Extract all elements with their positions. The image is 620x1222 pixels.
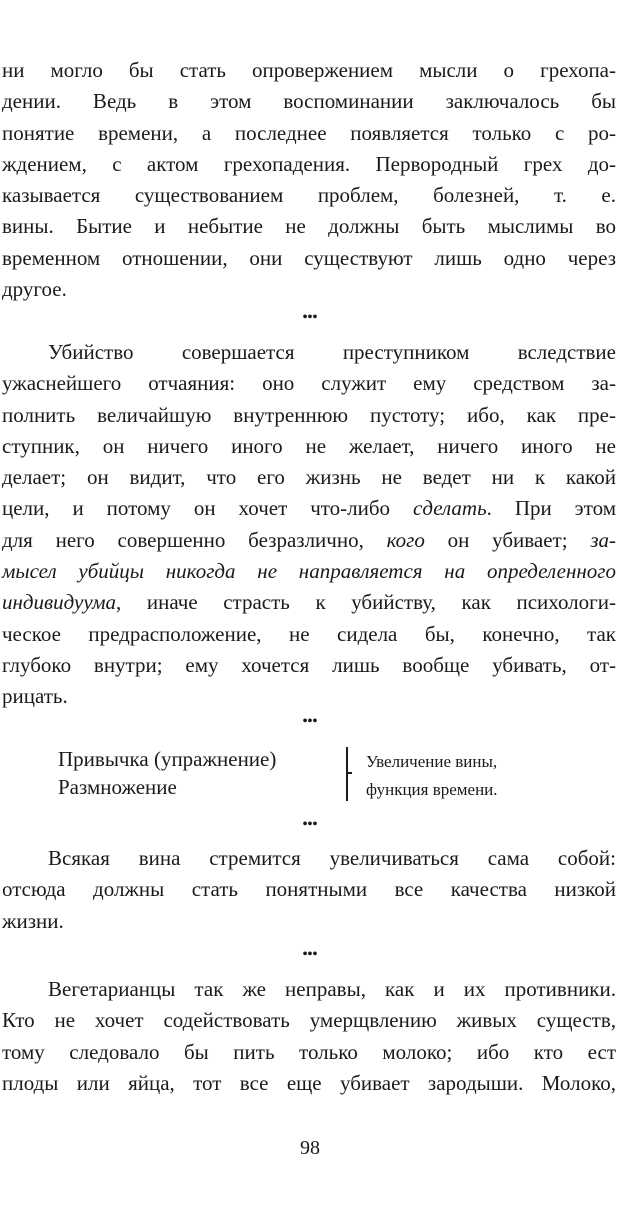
- text-line: плоды или яйца, тот все еще убивает зародыши. Молоко,: [2, 1070, 616, 1095]
- paragraph-4: [2, 974, 616, 1099]
- text-line: Вегетарианцы так же неправы, как и их противники.: [48, 977, 616, 1001]
- text-line: Убийство совершается преступником вследствие: [48, 340, 616, 364]
- text-line: глубоко внутри; ему хочется лишь вообще убивать, от-: [2, 652, 616, 677]
- text-line: другое.: [2, 277, 67, 302]
- italic-text: кого: [386, 527, 425, 552]
- text-line: тому следовало бы пить только молоко; ибо кто ест: [2, 1039, 616, 1064]
- brace-icon: [340, 747, 348, 801]
- scheme-left: [58, 745, 276, 801]
- text-run: для него совершенно безразлично,: [2, 527, 387, 552]
- text-line: полнить величайшую внутреннюю пустоту; ибо, как пре-: [2, 402, 616, 427]
- text-line: понятие времени, а последнее появляется только с ро-: [2, 120, 616, 145]
- text-line: жизни.: [2, 908, 64, 933]
- text-line: вины. Бытие и небытие не должны быть мыслимы во: [2, 214, 616, 239]
- scheme-right-item: Увеличение вины,: [366, 752, 498, 771]
- italic-text: индивидуума: [2, 590, 117, 615]
- text-line: дении. Ведь в этом воспоминании заключалось бы: [2, 89, 616, 114]
- text-line: [2, 493, 616, 524]
- italic-text: мысел убийцы никогда не направляется на определенного: [2, 559, 616, 584]
- paragraph-2: [2, 337, 616, 713]
- text-line: Всякая вина стремится увеличиваться сама собой:: [48, 846, 616, 870]
- text-run: он убивает;: [424, 527, 591, 552]
- italic-text: за-: [590, 527, 616, 552]
- section-separator: •••: [302, 310, 318, 325]
- text-line: [2, 556, 616, 587]
- text-line: [2, 587, 616, 618]
- text-line: временном отношении, они существуют лишь одно через: [2, 245, 616, 270]
- scheme-right-item: функция времени.: [366, 780, 498, 799]
- text-line: Кто не хочет содействовать умерщвлению живых существ,: [2, 1008, 616, 1033]
- text-run: . При этом: [486, 496, 616, 521]
- text-line: рицать.: [2, 684, 68, 709]
- scheme-right: [366, 748, 498, 804]
- scheme-left-item: Размножение: [58, 775, 177, 799]
- text-line: казывается существованием проблем, болезней, т. е.: [2, 183, 616, 208]
- text-line: ждением, с актом грехопадения. Первородный грех до-: [2, 151, 616, 176]
- text-line: отсюда должны стать понятными все качества низкой: [2, 877, 616, 902]
- scheme-left-item: Привычка (упражнение): [58, 747, 277, 771]
- page-number: 98: [300, 1137, 320, 1159]
- text-line: делает; он видит, что его жизнь не ведет ни к какой: [2, 465, 616, 490]
- text-line: [2, 525, 616, 556]
- section-separator: •••: [302, 817, 318, 832]
- section-separator: •••: [302, 714, 318, 729]
- paragraph-1: [2, 55, 616, 305]
- text-line: ступник, он ничего иного не желает, ничего иного не: [2, 433, 616, 458]
- text-run: цели, и потому он хочет что-либо: [2, 496, 413, 521]
- italic-text: сделать: [413, 496, 487, 521]
- text-line: ни могло бы стать опровержением мысли о грехопа-: [2, 58, 616, 82]
- section-separator: •••: [302, 947, 318, 962]
- text-run: , иначе страсть к убийству, как психологи-: [116, 590, 616, 615]
- scheme-block: [58, 745, 558, 805]
- paragraph-3: [2, 843, 616, 937]
- text-line: ужаснейшего отчаяния: оно служит ему средством за-: [2, 371, 616, 396]
- text-line: ческое предрасположение, не сидела бы, конечно, так: [2, 621, 616, 646]
